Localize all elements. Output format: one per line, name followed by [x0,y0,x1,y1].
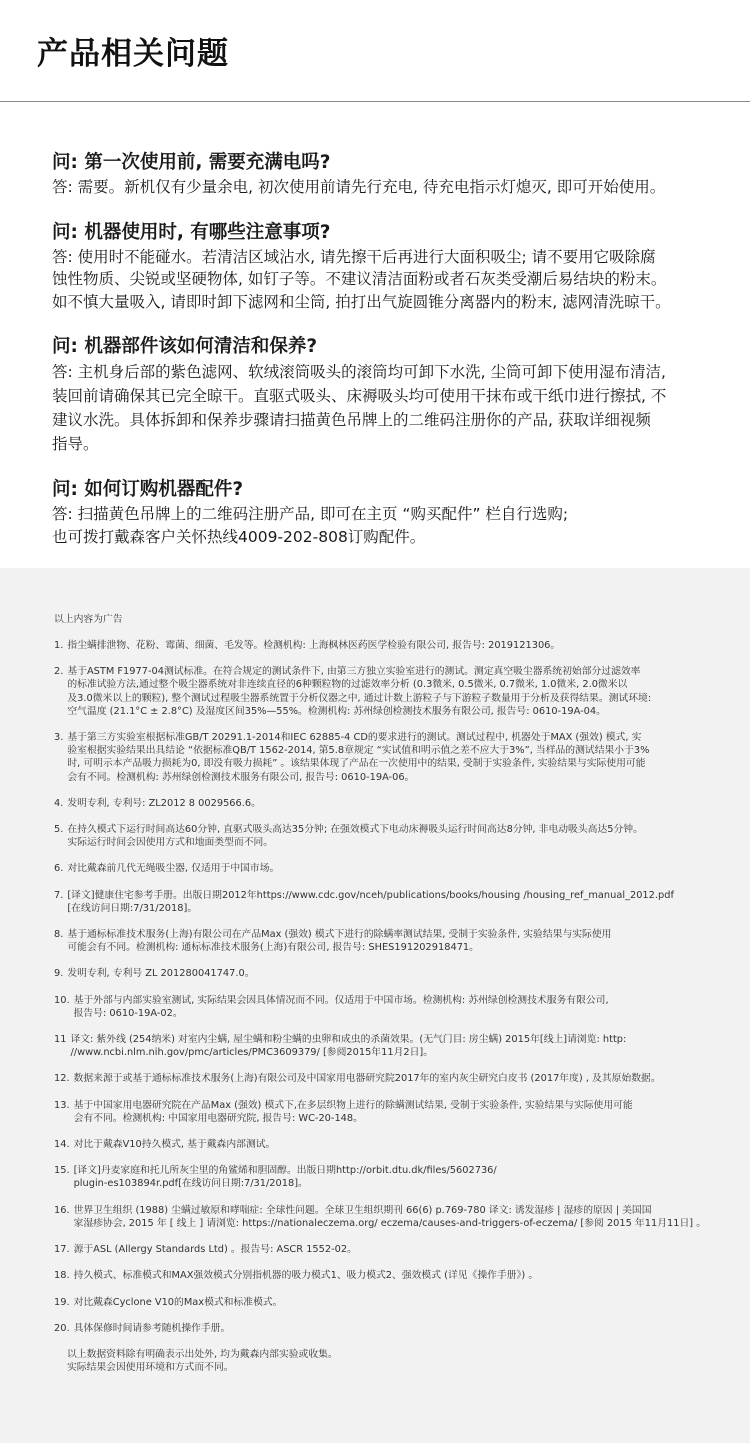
footnote [54,889,726,915]
footnote-number: 8. [54,929,64,941]
footnote [54,1072,726,1085]
faq-answer-line: 建议水洗。具体拆卸和保养步骤请扫描黄色吊牌上的二维码注册你的产品, 获取详细视频 [52,411,651,429]
faq-question: 问: 机器使用时, 有哪些注意事项? [52,221,331,243]
faq-answer-line: 答: 主机身后部的紫色滤网、软绒滚筒吸头的滚筒均可卸下水洗, 尘筒可卸下使用湿布清洁, [52,363,666,381]
footnote-line: 发明专利, 专利号: ZL2012 8 0029566.6。 [67,797,261,809]
footnote-text [70,1033,726,1059]
footnote-number: 1. [54,640,64,651]
footnote [54,1164,726,1190]
footnote [54,1296,726,1309]
footnote-line: 对比戴森Cyclone V10的Max模式和标准模式。 [73,1296,283,1308]
footnote [54,665,726,718]
faq-answer [52,360,732,456]
footnote [54,1269,726,1282]
footnote [54,928,726,954]
footnote-text [67,665,726,718]
footnote-text [74,1296,726,1309]
footnote-line: plugin-es103894r.pdf[在线访问日期:7/31/2018]。 [73,1178,308,1190]
footnote-number: 14. [54,1139,70,1151]
footnote-number: 15. [54,1165,70,1177]
footnote-line: 基于外部与内部实验室测试, 实际结果会因具体情况而不同。仅适用于中国市场。检测机构: 苏州绿创检测技术服务有限公司, [73,994,609,1006]
footnote-number: 3. [54,732,64,744]
footnote-line: 家湿疹协会, 2015 年 [ 线上 ] 请浏览: https://nationaleczema.org/ eczema/causes-and-triggers-of-eczema/ [参阅 2015 年11月11日] 。 [73,1217,706,1229]
footnote-text [74,1099,726,1125]
footnote-line: 具体保修时间请参考随机操作手册。 [73,1322,231,1334]
footnote-line: 指尘螨排泄物、花粉、霉菌、细菌、毛发等。检测机构: 上海枫林医药医学检验有限公司, 报告号: 2019121306。 [67,640,561,651]
faq-answer-line: 答: 使用时不能碰水。若清洁区域沾水, 请先擦干后再进行大面积吸尘; 请不要用它吸除腐 [52,247,656,266]
footnote-line: 验室根据实验结果出具结论 “依据标准QB/T 1562-2014, 第5.8章规定 “实试值和明示值之差不应大于3%”, 当样品的测试结果小于3% [67,745,650,757]
footnote-line: 对比戴森前几代无绳吸尘器, 仅适用于中国市场。 [67,863,280,875]
footnote-line: 实际运行时间会因使用方式和地面类型而不同。 [67,837,274,849]
footnote-text [67,823,726,849]
footnote-number: 9. [54,968,64,980]
footnote-number: 2. [54,666,64,678]
footnote-text [74,1269,726,1282]
faq-answer [52,246,732,314]
footnote-line: 对比于戴森V10持久模式, 基于戴森内部测试。 [73,1139,276,1151]
ad-disclaimer: 以上内容为广告 [54,614,123,625]
footnote-number: 6. [54,863,64,875]
faq-item [52,334,732,456]
footnote [54,967,726,980]
footnote [54,1322,726,1335]
data-source-line: 实际结果会因使用环境和方式而不同。 [67,1362,234,1374]
footnote-line: [译文]健康住宅参考手册。出版日期2012年https://www.cdc.gov/nceh/publications/books/housing /housing_ref_manual_2012.pdf [67,889,674,901]
footnote-line: 译文: 紫外线 (254纳米) 对室内尘螨, 屋尘螨和粉尘螨的虫卵和成虫的杀菌效果。(无气门目: 房尘螨) 2015年[线上]请浏览: http: [70,1034,627,1046]
faq-answer-line: 蚀性物质、尖锐或坚硬物体, 如钉子等。不建议清洁面粉或者石灰类受潮后易结块的粉末。 [52,270,667,288]
page-header [0,0,750,102]
faq-question: 问: 第一次使用前, 需要充满电吗? [52,152,331,173]
footnote-number: 19. [54,1296,70,1308]
footnote-text [74,1138,726,1151]
footnote-number: 5. [54,824,64,836]
footnote-line: 会有不同。检测机构: 苏州绿创检测技术服务有限公司, 报告号: 0610-19A-06。 [67,771,415,783]
page-title: 产品相关问题 [37,36,229,72]
footnote-number: 4. [54,797,64,809]
footnote-line: 持久模式、标准模式和MAX强效模式分别指机器的吸力模式1、吸力模式2、强效模式 (详见《操作手册》) 。 [73,1270,539,1282]
footnote-text [74,1322,726,1335]
footnote-text [67,731,726,784]
footnote-number: 20. [54,1322,70,1334]
footnote-line: 的标准试验方法,通过整个吸尘器系统对非连续直径的6种颗粒物的过滤效率分析 (0.3微米, 0.5微米, 0.7微米, 1.0微米, 2.0微米以 [67,679,628,691]
faq-question: 问: 机器部件该如何清洁和保养? [52,336,318,357]
footnote [54,731,726,784]
footnote [54,1033,726,1059]
footnote-text [67,862,726,875]
footnote-line: [在线访问日期:7/31/2018]。 [67,902,198,914]
footnote-number: 11 [54,1034,67,1046]
footnote-number: 13. [54,1099,70,1111]
footnote-line: 报告号: 0610-19A-02。 [73,1007,183,1019]
footnote-text [74,1164,726,1190]
faq-answer-line: 也可拨打戴森客户关怀热线4009-202-808订购配件。 [52,527,426,546]
faq-answer-line: 装回前请确保其已完全晾干。直驱式吸头、床褥吸头均可使用干抹布或干纸巾进行擦拭, 不 [52,387,667,405]
footnote-text [74,994,726,1020]
footnote-text [74,1204,726,1230]
footnote-line: 在持久模式下运行时间高达60分钟, 直驱式吸头高达35分钟; 在强效模式下电动床褥吸头运行时间高达8分钟, 非电动吸头高达5分钟。 [67,824,643,836]
footnote-text [67,639,726,652]
footnote [54,994,726,1020]
footnote [54,639,726,652]
footnote-line: 可能会有不同。检测机构: 通标标准技术服务(上海)有限公司, 报告号: SHES191202918471。 [67,942,479,954]
footnote-line: 基于通标标准技术服务(上海)有限公司在产品Max (强效) 模式下进行的除螨率测试结果, 受制于实验条件, 实验结果与实际使用 [67,929,612,941]
faq-question: 问: 如何订购机器配件? [52,479,244,500]
faq-answer-line: 如不慎大量吸入, 请即时卸下滤网和尘筒, 拍打出气旋圆锥分离器内的粉末, 滤网清洗晾干。 [52,292,671,311]
footnote-number: 16. [54,1204,70,1216]
footnote-line: 世界卫生组织 (1988) 尘螨过敏原和哮喘症: 全球性问题。全球卫生组织期刊 66(6) p.769-780 译文: 诱发湿疹 | 湿疹的原因 | 美国国 [73,1204,652,1216]
footnote-line: 发明专利, 专利号 ZL 201280041747.0。 [67,968,255,980]
faq-answer [52,503,732,548]
footnote-number: 12. [54,1073,70,1085]
footnote-line: [译文]丹麦家庭和托儿所灰尘里的角鲨烯和胆固醇。出版日期http://orbit.dtu.dk/files/5602736/ [73,1165,497,1177]
footnote [54,862,726,875]
disclaimer-section [0,568,750,1443]
footnote [54,823,726,849]
footnote [54,1099,726,1125]
footnote-number: 17. [54,1244,70,1256]
footnote [54,1204,726,1230]
footnote-number: 18. [54,1270,70,1282]
footnote [54,1138,726,1151]
footnote [54,797,726,810]
footnote-text [67,928,726,954]
faq-item [52,477,732,548]
footnote-line: 数据来源于或基于通标标准技术服务(上海)有限公司及中国家用电器研究院2017年的室内灰尘研究白皮书 (2017年度) , 及其原始数据。 [73,1073,661,1085]
data-source-line: 以上数据资料除有明确表示出处外, 均为戴森内部实验或收集。 [67,1348,338,1360]
footnote-line: 源于ASL (Allergy Standards Ltd) 。报告号: ASCR 1552-02。 [73,1244,357,1256]
footnote-line: 基于ASTM F1977-04测试标准。在符合规定的测试条件下, 由第三方独立实验室进行的测试。测定真空吸尘器系统初始部分过滤效率 [67,666,641,678]
footnote-number: 10. [54,994,70,1006]
footnote-text [74,1072,726,1085]
faq-item [52,220,732,314]
footnote-text [67,797,726,810]
footnote-line: 会有不同。检测机构: 中国家用电器研究院, 报告号: WC-20-148。 [73,1112,363,1124]
faq-section [52,150,732,569]
footnote-line: //www.ncbi.nlm.nih.gov/pmc/articles/PMC3609379/ [参阅2015年11月2日]。 [70,1047,434,1059]
footnote-line: 基于第三方实验室根据标准GB/T 20291.1-2014和IEC 62885-4 CD的要求进行的测试。测试过程中, 机器处于MAX (强效) 模式, 实 [67,732,642,744]
faq-answer [52,176,732,199]
data-source-note [54,1348,726,1375]
faq-item [52,150,732,199]
faq-answer-line: 答: 需要。新机仅有少量余电, 初次使用前请先行充电, 待充电指示灯熄灭, 即可开始使用。 [52,178,666,196]
footnote [54,1243,726,1256]
footnote-number: 7. [54,889,64,901]
footnote-line: 及3.0微米以上的颗粒), 整个测试过程吸尘器系统置于分析仪器之中, 通过计数上游粒子与下游粒子数量用于分析及获得结果。测试环境: [67,692,652,704]
faq-answer-line: 答: 扫描黄色吊牌上的二维码注册产品, 即可在主页 “购买配件” 栏自行选购; [52,505,569,523]
footnote-line: 基于中国家用电器研究院在产品Max (强效) 模式下,在多层织物上进行的除螨测试结果, 受制于实验条件, 实验结果与实际使用可能 [73,1099,633,1111]
footnote-text [67,967,726,980]
footnote-line: 时, 可明示本产品吸力损耗为0, 即没有吸力损耗” 。该结果体现了产品在一次使用中的结果, 受制于实验条件, 实验结果与实际使用可能 [67,758,646,770]
footnote-text [74,1243,726,1256]
faq-answer-line: 指导。 [52,435,99,453]
footnote-text [67,889,726,915]
footnote-line: 空气温度 (21.1°C ± 2.8°C) 及湿度区间35%—55%。检测机构: 苏州绿创检测技术服务有限公司, 报告号: 0610-19A-04。 [67,705,606,717]
